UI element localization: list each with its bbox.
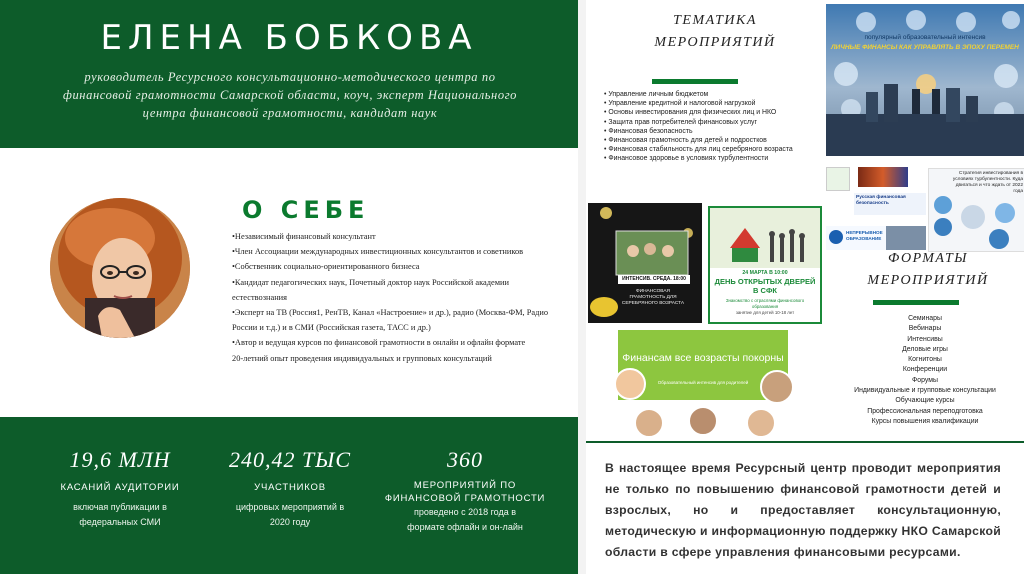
format-item: Деловые игры — [902, 345, 948, 353]
format-item: Индивидуальные и групповые консультации — [854, 387, 996, 395]
ages-poster — [588, 330, 824, 438]
open-day-illustration — [710, 208, 820, 268]
open-day-title: ДЕНЬ ОТКРЫТЫХ ДВЕРЕЙ В СФК — [714, 277, 816, 295]
about-item: •Независимый финансовый консультант — [232, 232, 376, 241]
format-item: Когнитоны — [908, 356, 942, 364]
formats-accent-bar — [873, 300, 959, 305]
avatar — [746, 408, 776, 438]
intensive-banner-title: ЛИЧНЫЕ ФИНАНСЫ КАК УПРАВЛЯТЬ В ЭПОХУ ПЕРЕМЕН — [831, 44, 1019, 51]
leaf-logo — [826, 167, 850, 191]
resource-center-description: В настоящее время Ресурсный центр проводит мероприятия не только по повышению финансовой грамотности детей и взрослых, но и предоставляет консультационную, методическую и информационную поддержку НКО Самарской области в сфере управления финансовыми ресурсами. — [605, 461, 1001, 559]
about-item: •Член Ассоциации международных инвестиционных консультантов и советников — [232, 247, 524, 257]
format-item: Обучающие курсы — [895, 397, 955, 405]
stat-number: 240,42 ТЫС — [228, 447, 352, 472]
panel-divider — [578, 0, 586, 574]
avatar — [688, 406, 718, 436]
about-item: •Автор и ведущая курсов по финансовой грамотности в онлайн и офлайн формате — [232, 338, 526, 348]
city-skyline-illustration — [826, 4, 1024, 156]
strategy-icons — [929, 169, 1024, 251]
continuous-education-logo — [826, 226, 886, 250]
stat-events — [375, 447, 555, 535]
topic-item: • Управление личным бюджетом — [604, 90, 814, 99]
topic-item: • Финансовая грамотность для детей и подростков — [604, 136, 814, 145]
about-title: О СЕБЕ — [242, 196, 370, 224]
format-item: Конференции — [902, 366, 948, 374]
topics-list — [604, 90, 814, 164]
stat-participants — [210, 447, 370, 530]
formats-list — [830, 314, 1020, 427]
about-item: •Собственник социально-ориентированного бизнеса — [232, 262, 420, 272]
reading-promo-caption: ИНТЕНСИВ. СРЕДА. 18:00 — [618, 275, 690, 284]
about-item: •Эксперт на ТВ (Россия1, РенТВ, Канал «Настроение» и др.), радио (Москва-ФМ, Радио России и т.д.) и в СМИ (Российская газета, ТАСС и др.) — [232, 308, 549, 333]
house-icon — [886, 226, 926, 250]
open-day-note: занятие для детей 10-18 лет — [735, 310, 795, 315]
intensive-banner-text: популярный образовательный интенсив — [864, 34, 986, 41]
section-divider — [586, 441, 1024, 443]
open-day-poster — [708, 206, 822, 324]
topic-item: • Защита прав потребителей финансовых услуг — [604, 118, 814, 127]
format-item: Форумы — [912, 376, 938, 384]
topic-item: • Основы инвестирования для физических лиц и НКО — [604, 108, 814, 117]
stat-label: МЕРОПРИЯТИЙ ПО ФИНАНСОВОЙ ГРАМОТНОСТИ — [384, 480, 546, 504]
strategy-poster-text: Стратегия инвестирования в условиях турбулентности. Куда двигаться и что ждать от 2022 года — [952, 171, 1023, 194]
topics-title-line: ТЕМАТИКА — [673, 13, 757, 28]
formats-title — [840, 248, 1016, 292]
open-day-subtitle: Знакомство с отраслями финансового образования — [725, 298, 805, 309]
stat-label: КАСАНИЙ АУДИТОРИИ — [60, 482, 180, 493]
avatar — [760, 370, 794, 404]
open-day-date: 24 МАРТА В 10:00 — [742, 270, 788, 276]
portrait-illustration — [50, 198, 190, 338]
about-item: 20-летний опыт проведения индивидуальных и групповых консультаций — [232, 353, 492, 363]
ages-poster-subtitle: Образовательный интенсив для родителей — [657, 380, 749, 385]
stat-number: 19,6 МЛН — [69, 447, 171, 472]
formats-title-line: ФОРМАТЫ — [888, 251, 968, 266]
topics-title — [605, 10, 825, 54]
format-item: Курсы повышения квалификации — [871, 417, 979, 425]
topics-accent-bar — [652, 79, 738, 84]
portrait-photo — [50, 198, 190, 338]
financial-security-text: Русская финансовая безопасность — [856, 195, 906, 206]
continuous-education-text: НЕПРЕРЫВНОЕ ОБРАЗОВАНИЕ — [846, 230, 883, 241]
reading-promo-image — [588, 203, 702, 323]
format-item: Вебинары — [908, 325, 942, 333]
stat-description: проведено с 2018 года в формате офлайн и он-лайн — [407, 507, 523, 532]
topic-item: • Финансовая безопасность — [604, 127, 814, 136]
format-item: Семинары — [908, 315, 942, 322]
about-item: •Кандидат педагогических наук, Почетный доктор наук Российской академии естествознания — [232, 277, 509, 302]
stat-number: 360 — [447, 447, 483, 472]
avatar — [614, 368, 646, 400]
topic-item: • Управление кредитной и налоговой нагрузкой — [604, 99, 814, 108]
stat-label: УЧАСТНИКОВ — [254, 482, 326, 493]
strategy-poster — [928, 168, 1024, 252]
stat-description: включая публикации в федеральных СМИ — [73, 502, 167, 527]
formats-title-line: МЕРОПРИЯТИЙ — [867, 273, 989, 288]
format-item: Интенсивы — [907, 335, 943, 343]
person-name: ЕЛЕНА БОБКОВА — [100, 18, 478, 58]
financial-security-logo — [854, 193, 926, 215]
topic-item: • Финансовое здоровье в условиях турбулентности — [604, 154, 814, 163]
stat-audience — [40, 447, 200, 530]
ages-poster-title: Финансам все возрасты покорны — [622, 352, 784, 364]
topics-title-line: МЕРОПРИЯТИЙ — [654, 35, 776, 50]
education-emblem-icon — [829, 230, 843, 244]
avatar — [634, 408, 664, 438]
about-list — [232, 229, 552, 366]
flag-logo — [858, 167, 908, 187]
stat-description: цифровых мероприятий в 2020 году — [235, 502, 345, 527]
person-subtitle: руководитель Ресурсного консультационно-методического центра по финансовой грамотности Самарской области, коуч, эксперт Национального центра финансовой грамотности, кандидат наук — [62, 70, 518, 120]
topic-item: • Финансовая стабильность для лиц серебряного возраста — [604, 145, 814, 154]
reading-promo-title: ФИНАНСОВАЯ ГРАМОТНОСТЬ ДЛЯ СЕРЕБРЯНОГО ВОЗРАСТА — [621, 289, 685, 306]
intensive-banner-image — [826, 4, 1024, 156]
format-item: Профессиональная переподготовка — [867, 407, 983, 415]
